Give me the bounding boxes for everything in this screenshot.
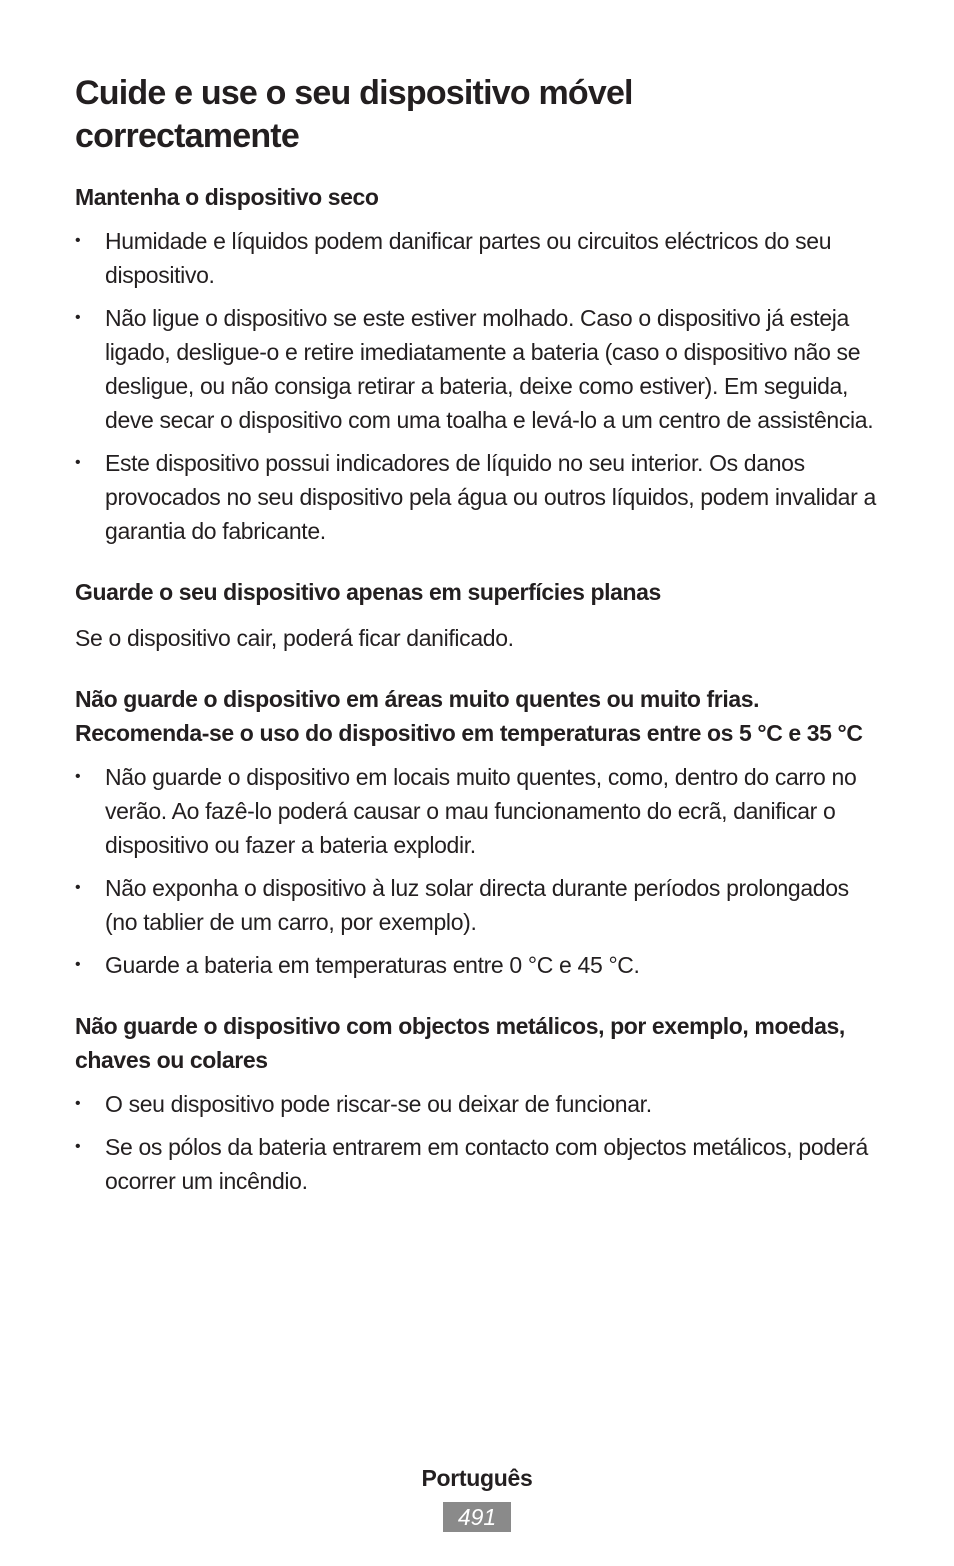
list-item — [75, 1130, 887, 1198]
list-item-text: O seu dispositivo pode riscar-se ou deixar de funcionar. — [105, 1091, 652, 1117]
bullet-icon: • — [75, 1095, 81, 1112]
bullet-icon: • — [75, 956, 81, 973]
section-heading: Não guarde o dispositivo com objectos metálicos, por exemplo, moedas, chaves ou colares — [75, 1013, 845, 1073]
section-flat-surfaces — [75, 575, 887, 655]
page-footer — [0, 1462, 954, 1532]
list-item-text: Guarde a bateria em temperaturas entre 0 °C e 45 °C. — [105, 952, 640, 978]
bullet-icon: • — [75, 309, 81, 326]
list-item — [75, 446, 887, 548]
page-number: 491 — [443, 1502, 511, 1532]
page-content — [75, 72, 887, 1198]
section-text: Se o dispositivo cair, poderá ficar danificado. — [75, 625, 514, 651]
list-item — [75, 301, 887, 437]
list-item-text: Não ligue o dispositivo se este estiver molhado. Caso o dispositivo já esteja ligado, desligue-o e retire imediatamente a bateria (caso o dispositivo não se desligue, ou não consiga retirar a bateria, deixe como estiver). Em seguida, deve secar o dispositivo com uma toalha e levá-lo a um centro de assistência. — [105, 305, 874, 433]
list-item — [75, 871, 887, 939]
page-title: Cuide e use o seu dispositivo móvel correctamente — [75, 74, 633, 155]
bullet-icon: • — [75, 768, 81, 785]
bullet-icon: • — [75, 879, 81, 896]
bullet-list — [75, 1087, 887, 1198]
list-item-text: Se os pólos da bateria entrarem em contacto com objectos metálicos, poderá ocorrer um incêndio. — [105, 1134, 868, 1194]
list-item-text: Este dispositivo possui indicadores de líquido no seu interior. Os danos provocados no seu dispositivo pela água ou outros líquidos, podem invalidar a garantia do fabricante. — [105, 450, 876, 544]
bullet-icon: • — [75, 454, 81, 471]
list-item — [75, 1087, 887, 1121]
bullet-list — [75, 224, 887, 548]
bullet-list — [75, 760, 887, 982]
section-temperature — [75, 682, 887, 982]
footer-language: Português — [421, 1465, 533, 1491]
bullet-icon: • — [75, 1138, 81, 1155]
section-heading: Não guarde o dispositivo em áreas muito quentes ou muito frias. Recomenda-se o uso do dispositivo em temperaturas entre os 5 °C e 35 °C — [75, 686, 863, 746]
section-heading: Guarde o seu dispositivo apenas em superfícies planas — [75, 579, 661, 605]
section-heading: Mantenha o dispositivo seco — [75, 184, 379, 210]
section-metal-objects — [75, 1009, 887, 1198]
list-item — [75, 224, 887, 292]
list-item — [75, 760, 887, 862]
list-item-text: Humidade e líquidos podem danificar partes ou circuitos eléctricos do seu dispositivo. — [105, 228, 832, 288]
bullet-icon: • — [75, 232, 81, 249]
list-item-text: Não guarde o dispositivo em locais muito quentes, como, dentro do carro no verão. Ao fazê-lo poderá causar o mau funcionamento do ecrã, danificar o dispositivo ou fazer a bateria explodir. — [105, 764, 857, 858]
list-item — [75, 948, 887, 982]
section-keep-dry — [75, 180, 887, 548]
list-item-text: Não exponha o dispositivo à luz solar directa durante períodos prolongados (no tablier de um carro, por exemplo). — [105, 875, 849, 935]
